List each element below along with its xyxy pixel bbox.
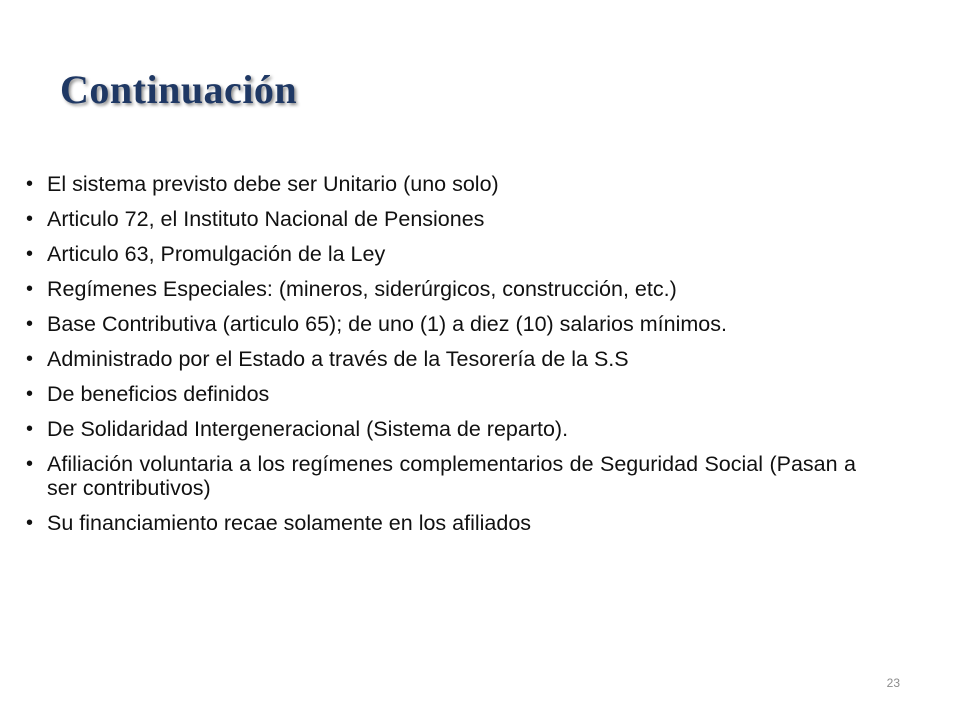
list-item [26, 277, 856, 301]
bullet-dot-icon: • [26, 243, 34, 265]
list-item-text: Articulo 63, Promulgación de la Ley [47, 242, 386, 266]
bullet-dot-icon: • [26, 383, 34, 405]
bullet-dot-icon: • [26, 313, 34, 335]
list-item [26, 452, 856, 500]
bullet-dot-icon: • [26, 173, 34, 195]
list-item-text: De Solidaridad Intergeneracional (Sistema de reparto). [47, 417, 569, 441]
list-item [26, 172, 856, 196]
list-item-text: El sistema previsto debe ser Unitario (uno solo) [47, 172, 499, 196]
list-item [26, 511, 856, 535]
list-item [26, 417, 856, 441]
page-number: 23 [886, 676, 900, 690]
bullet-dot-icon: • [26, 208, 34, 230]
bullet-dot-icon: • [26, 278, 34, 300]
bullet-dot-icon: • [26, 348, 34, 370]
list-item-text: De beneficios definidos [47, 382, 270, 406]
list-item-text: Base Contributiva (articulo 65); de uno (1) a diez (10) salarios mínimos. [47, 312, 727, 336]
list-item [26, 207, 856, 231]
list-item-text: Administrado por el Estado a través de la Tesorería de la S.S [47, 347, 629, 371]
list-item [26, 312, 856, 336]
bullet-list [26, 172, 856, 546]
list-item [26, 382, 856, 406]
bullet-dot-icon: • [26, 453, 34, 475]
list-item-text: Afiliación voluntaria a los regímenes complementarios de Seguridad Social (Pasan a ser contributivos) [47, 452, 856, 500]
bullet-dot-icon: • [26, 418, 34, 440]
list-item [26, 347, 856, 371]
list-item [26, 242, 856, 266]
bullet-dot-icon: • [26, 512, 34, 534]
slide-title: Continuación [60, 67, 298, 112]
list-item-text: Articulo 72, el Instituto Nacional de Pensiones [47, 207, 485, 231]
list-item-text: Su financiamiento recae solamente en los afiliados [47, 511, 532, 535]
list-item-text: Regímenes Especiales: (mineros, siderúrgicos, construcción, etc.) [47, 277, 677, 301]
